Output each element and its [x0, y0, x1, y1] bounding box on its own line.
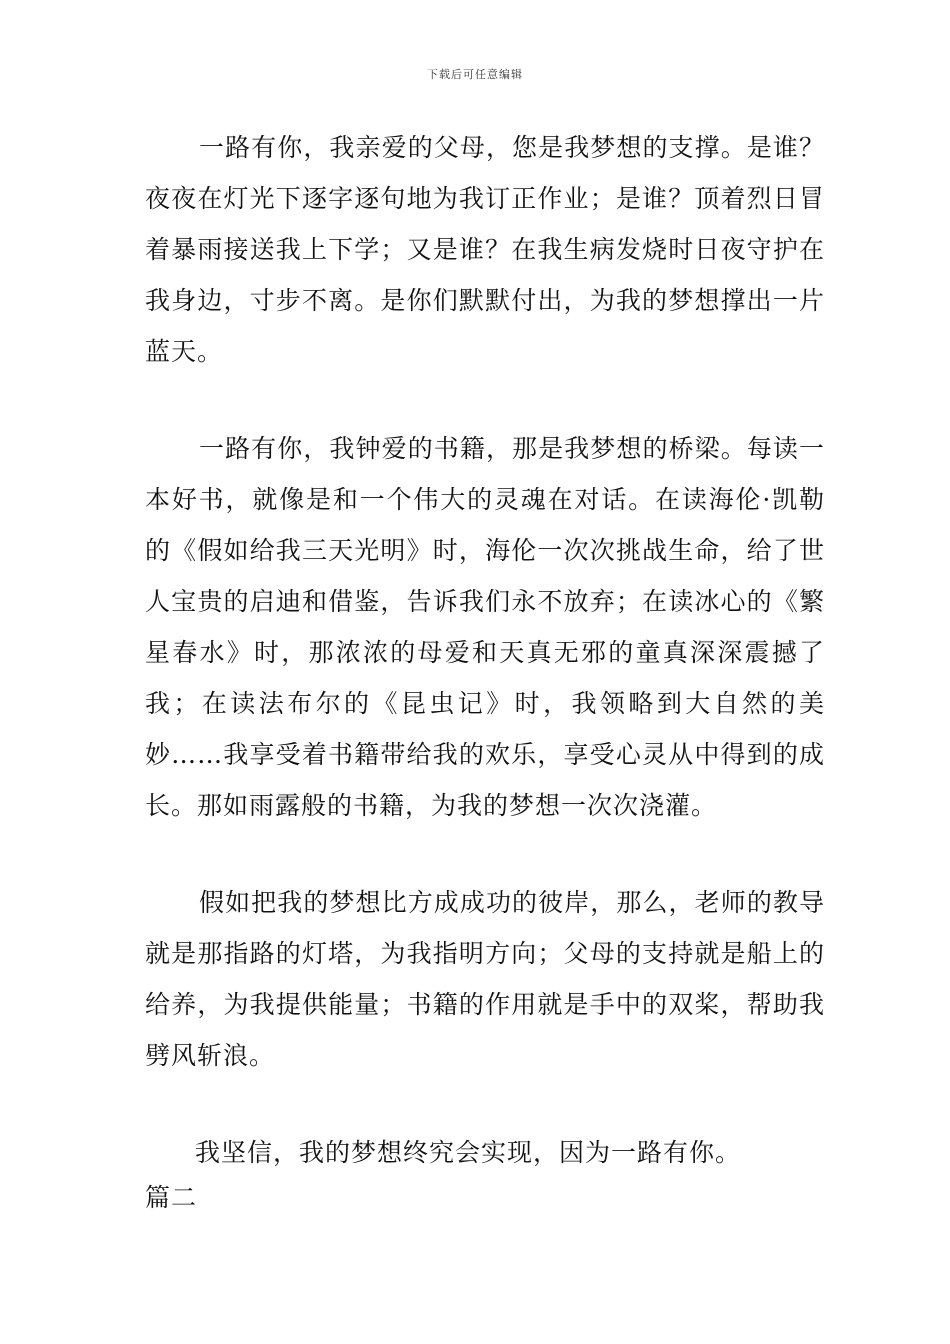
paragraph-books: 一路有你，我钟爱的书籍，那是我梦想的桥梁。每读一本好书，就像是和一个伟大的灵魂在对话。在读海伦·凯勒的《假如给我三天光明》时，海伦一次次挑战生命，给了世人宝贵的启迪和借鉴，告诉我们永不放弃；在读冰心的《繁星春水》时，那浓浓的母爱和天真无邪的童真深深震撼了我；在读法布尔的《昆虫记》时，我领略到大自然的美妙……我享受着书籍带给我的欢乐，享受心灵从中得到的成长。那如雨露般的书籍，为我的梦想一次次浇灌。 [145, 434, 825, 820]
paragraph-gap [145, 831, 825, 877]
paragraph-gap [145, 1081, 825, 1127]
document-body [145, 122, 825, 1218]
section-label: 篇二 [145, 1183, 198, 1212]
paragraph-metaphor: 假如把我的梦想比方成成功的彼岸，那么，老师的教导就是那指路的灯塔，为我指明方向；父母的支持就是船上的给养，为我提供能量；书籍的作用就是手中的双桨，帮助我劈风斩浪。 [145, 888, 825, 1070]
paragraph-gap [145, 377, 825, 423]
paragraph-closing: 我坚信，我的梦想终究会实现，因为一路有你。 [195, 1138, 742, 1167]
paragraph-parents: 一路有你，我亲爱的父母，您是我梦想的支撑。是谁？夜夜在灯光下逐字逐句地为我订正作业；是谁？顶着烈日冒着暴雨接送我上下学；又是谁？在我生病发烧时日夜守护在我身边，寸步不离。是你们默默付出，为我的梦想撑出一片蓝天。 [145, 133, 825, 366]
page-header-note: 下载后可任意编辑 [427, 68, 523, 81]
